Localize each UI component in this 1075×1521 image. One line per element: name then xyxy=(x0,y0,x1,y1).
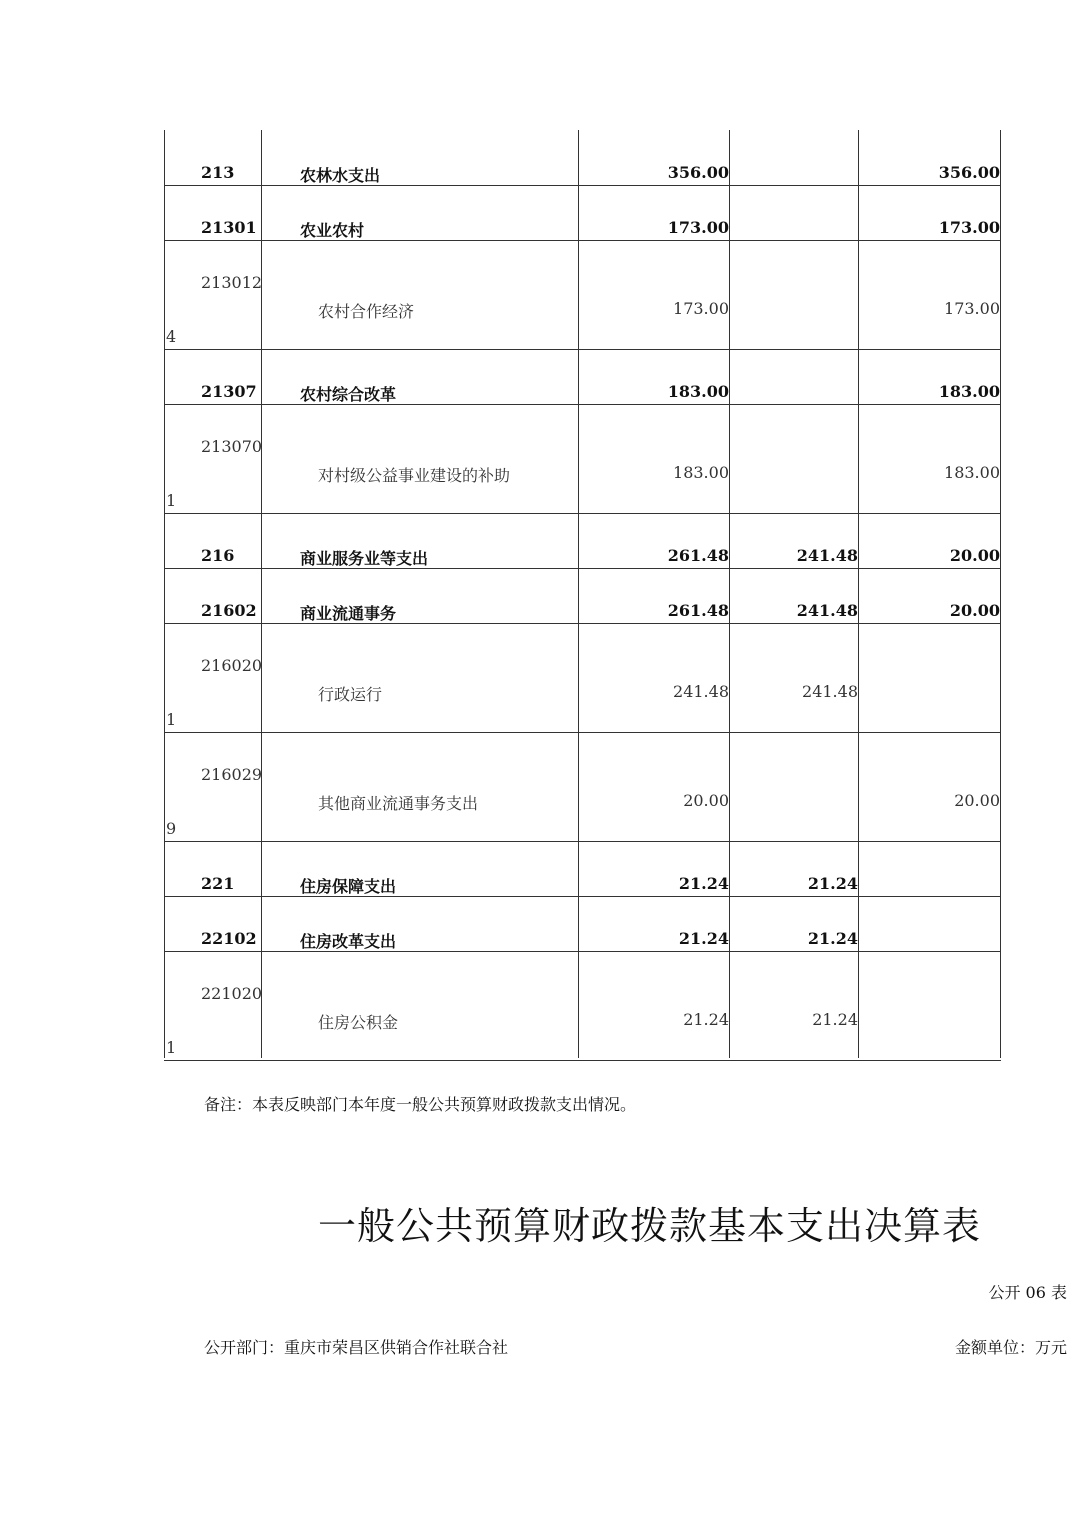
account-code-part2: 4 xyxy=(166,327,177,346)
total-amount: 261.48 xyxy=(667,546,729,565)
table-row xyxy=(164,349,1001,405)
account-name: 农村合作经济 xyxy=(318,302,415,321)
account-code-part2: 1 xyxy=(166,1038,177,1057)
basic-amount: 241.48 xyxy=(796,546,858,565)
table-row xyxy=(164,896,1001,952)
basic-amount: 21.24 xyxy=(807,874,858,893)
account-code-part1: 216020 xyxy=(201,656,263,675)
account-code: 21307 xyxy=(201,382,257,401)
account-name: 商业服务业等支出 xyxy=(300,549,429,568)
account-code-part1: 213070 xyxy=(201,437,263,456)
account-code: 22102 xyxy=(201,929,257,948)
table-row xyxy=(164,841,1001,897)
table-row xyxy=(164,623,1001,733)
project-amount: 183.00 xyxy=(944,463,1000,482)
account-name: 商业流通事务 xyxy=(300,604,397,623)
account-code: 213 xyxy=(201,163,235,182)
account-code-part2: 1 xyxy=(166,710,177,729)
account-code: 216 xyxy=(201,546,235,565)
account-code-part2: 1 xyxy=(166,491,177,510)
basic-amount: 241.48 xyxy=(796,601,858,620)
account-code-part2: 9 xyxy=(166,819,177,838)
account-code-part1: 216029 xyxy=(201,765,263,784)
total-amount: 356.00 xyxy=(667,163,729,182)
project-amount: 173.00 xyxy=(944,299,1000,318)
project-amount: 20.00 xyxy=(954,791,1000,810)
total-amount: 21.24 xyxy=(678,929,729,948)
table-row xyxy=(164,732,1001,842)
table-row xyxy=(164,185,1001,241)
account-name: 其他商业流通事务支出 xyxy=(318,794,479,813)
account-code: 21301 xyxy=(201,218,257,237)
account-name: 农林水支出 xyxy=(300,166,381,185)
account-name: 住房公积金 xyxy=(318,1013,399,1032)
total-amount: 261.48 xyxy=(667,601,729,620)
table-row xyxy=(164,130,1001,186)
page-title: 一般公共预算财政拨款基本支出决算表 xyxy=(318,1204,982,1248)
account-name: 行政运行 xyxy=(318,685,383,704)
account-name: 对村级公益事业建设的补助 xyxy=(318,466,511,485)
account-name: 农业农村 xyxy=(300,221,365,240)
total-amount: 183.00 xyxy=(667,382,729,401)
total-amount: 21.24 xyxy=(678,874,729,893)
project-amount: 20.00 xyxy=(949,601,1000,620)
total-amount: 173.00 xyxy=(667,218,729,237)
table-row xyxy=(164,404,1001,514)
project-amount: 183.00 xyxy=(938,382,1000,401)
basic-amount: 21.24 xyxy=(807,929,858,948)
project-amount: 173.00 xyxy=(938,218,1000,237)
table-row xyxy=(164,951,1001,1061)
table-row xyxy=(164,568,1001,624)
total-amount: 241.48 xyxy=(673,682,729,701)
total-amount: 21.24 xyxy=(683,1010,729,1029)
table-number: 公开 06 表 xyxy=(988,1283,1067,1302)
account-code-part1: 213012 xyxy=(201,273,263,292)
account-name: 住房保障支出 xyxy=(300,877,397,896)
basic-amount: 21.24 xyxy=(812,1010,858,1029)
table-note: 备注：本表反映部门本年度一般公共预算财政拨款支出情况。 xyxy=(204,1095,637,1114)
account-name: 农村综合改革 xyxy=(300,385,397,404)
account-code-part1: 221020 xyxy=(201,984,263,1003)
account-name: 住房改革支出 xyxy=(300,932,397,951)
total-amount: 183.00 xyxy=(673,463,729,482)
total-amount: 20.00 xyxy=(683,791,729,810)
project-amount: 20.00 xyxy=(949,546,1000,565)
table-row xyxy=(164,513,1001,569)
department-label: 公开部门：重庆市荣昌区供销合作社联合社 xyxy=(204,1338,509,1357)
total-amount: 173.00 xyxy=(673,299,729,318)
basic-amount: 241.48 xyxy=(802,682,858,701)
table-row xyxy=(164,240,1001,350)
account-code: 21602 xyxy=(201,601,257,620)
unit-label: 金额单位：万元 xyxy=(954,1338,1067,1357)
account-code: 221 xyxy=(201,874,235,893)
project-amount: 356.00 xyxy=(938,163,1000,182)
